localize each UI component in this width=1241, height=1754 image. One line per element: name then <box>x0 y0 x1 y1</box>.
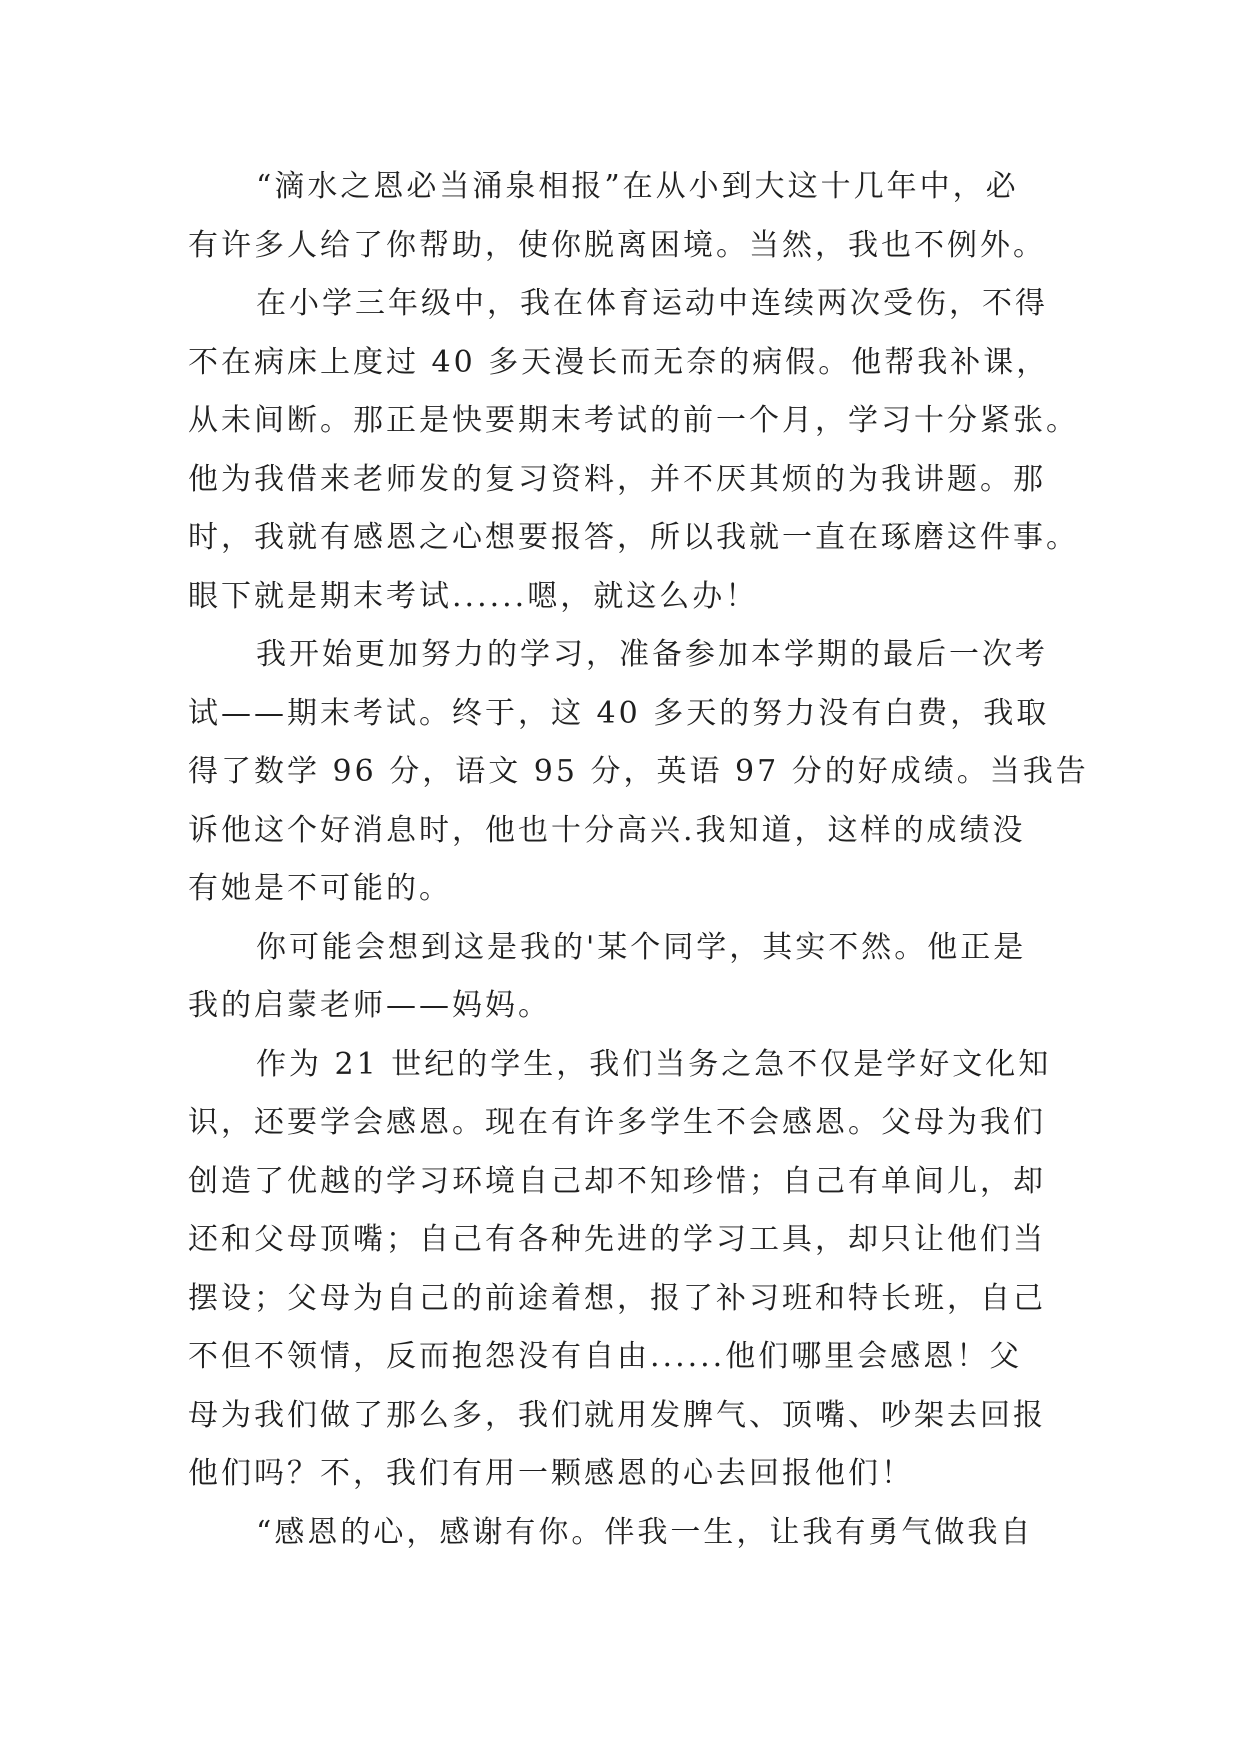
paragraph-2-line-4: 他为我借来老师发的复习资料，并不厌其烦的为我讲题。那 <box>188 461 1046 497</box>
paragraph-2-line-2: 不在病床上度过 40 多天漫长而无奈的病假。他帮我补课， <box>188 344 1050 380</box>
paragraph-5-line-3: 创造了优越的学习环境自己却不知珍惜；自己有单间儿，却 <box>188 1163 1046 1199</box>
paragraph-3-line-4: 诉他这个好消息时，他也十分高兴.我知道，这样的成绩没 <box>188 812 1026 848</box>
paragraph-6-line-1: “感恩的心，感谢有你。伴我一生，让我有勇气做我自 <box>256 1514 1034 1550</box>
paragraph-3-line-1: 我开始更加努力的学习，准备参加本学期的最后一次考 <box>256 637 1048 672</box>
paragraph-3-line-2: 试——期末考试。终于，这 40 多天的努力没有白费，我取 <box>188 695 1050 731</box>
paragraph-2-line-3: 从未间断。那正是快要期末考试的前一个月，学习十分紧张。 <box>188 403 1079 438</box>
paragraph-4-line-2: 我的启蒙老师——妈妈。 <box>188 988 551 1023</box>
paragraph-4-line-1: 你可能会想到这是我的'某个同学，其实不然。他正是 <box>256 929 1027 965</box>
paragraph-5-line-4: 还和父母顶嘴；自己有各种先进的学习工具，却只让他们当 <box>188 1222 1046 1257</box>
paragraph-5-line-2: 识，还要学会感恩。现在有许多学生不会感恩。父母为我们 <box>188 1105 1046 1140</box>
paragraph-5-line-6: 不但不领情，反而抱怨没有自由......他们哪里会感恩！父 <box>188 1339 1023 1374</box>
paragraph-5-line-8: 他们吗？不，我们有用一颗感恩的心去回报他们！ <box>188 1456 914 1491</box>
paragraph-2-line-5: 时，我就有感恩之心想要报答，所以我就一直在琢磨这件事。 <box>188 520 1079 555</box>
paragraph-3-line-3: 得了数学 96 分，语文 95 分，英语 97 分的好成绩。当我告 <box>188 754 1089 789</box>
paragraph-1-line-1: “滴水之恩必当涌泉相报”在从小到大这十几年中，必 <box>256 169 1019 204</box>
essay-body <box>188 158 1089 1562</box>
paragraph-2-line-6: 眼下就是期末考试......嗯，就这么办！ <box>188 578 759 614</box>
paragraph-5-line-1: 作为 21 世纪的学生，我们当务之急不仅是学好文化知 <box>256 1046 1052 1082</box>
paragraph-2-line-1: 在小学三年级中，我在体育运动中连续两次受伤，不得 <box>256 286 1048 321</box>
paragraph-5-line-7: 母为我们做了那么多，我们就用发脾气、顶嘴、吵架去回报 <box>188 1397 1046 1433</box>
paragraph-3-line-5: 有她是不可能的。 <box>188 871 452 906</box>
paragraph-5-line-5: 摆设；父母为自己的前途着想，报了补习班和特长班，自己 <box>188 1280 1046 1316</box>
paragraph-1-line-2: 有许多人给了你帮助，使你脱离困境。当然，我也不例外。 <box>188 227 1046 263</box>
